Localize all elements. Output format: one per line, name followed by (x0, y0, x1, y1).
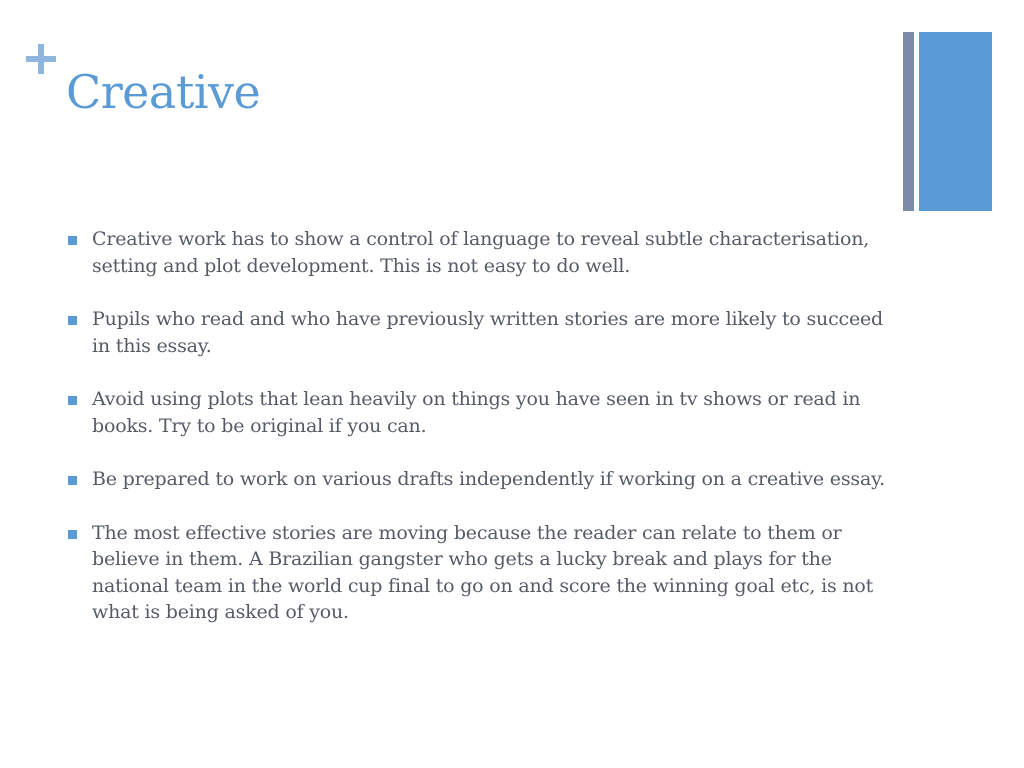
plus-icon-vertical-bar (38, 44, 44, 74)
slide-title: Creative (66, 65, 261, 119)
decorative-thin-bar (903, 32, 914, 211)
bullet-text: Creative work has to show a control of language to reveal subtle characterisation, setting and plot development. This is not easy to do well. (92, 228, 870, 277)
plus-icon (26, 44, 56, 74)
bullet-item (66, 306, 896, 359)
square-bullet-icon (68, 396, 77, 405)
bullet-text: Avoid using plots that lean heavily on things you have seen in tv shows or read in books. Try to be original if you can. (92, 388, 861, 437)
square-bullet-icon (68, 316, 77, 325)
bullet-item (66, 466, 896, 493)
square-bullet-icon (68, 236, 77, 245)
bullet-item (66, 520, 896, 626)
square-bullet-icon (68, 476, 77, 485)
bullet-item (66, 386, 896, 439)
bullet-list (66, 226, 896, 653)
bullet-text: The most effective stories are moving because the reader can relate to them or believe in them. A Brazilian gangster who gets a lucky break and plays for the national team in the world cup final to go on and score the winning goal etc, is not what is being asked of you. (92, 521, 874, 623)
bullet-text: Be prepared to work on various drafts independently if working on a creative essay. (92, 468, 885, 490)
decorative-wide-bar (919, 32, 992, 211)
square-bullet-icon (68, 530, 77, 539)
bullet-text: Pupils who read and who have previously written stories are more likely to succeed in this essay. (92, 308, 884, 357)
bullet-item (66, 226, 896, 279)
